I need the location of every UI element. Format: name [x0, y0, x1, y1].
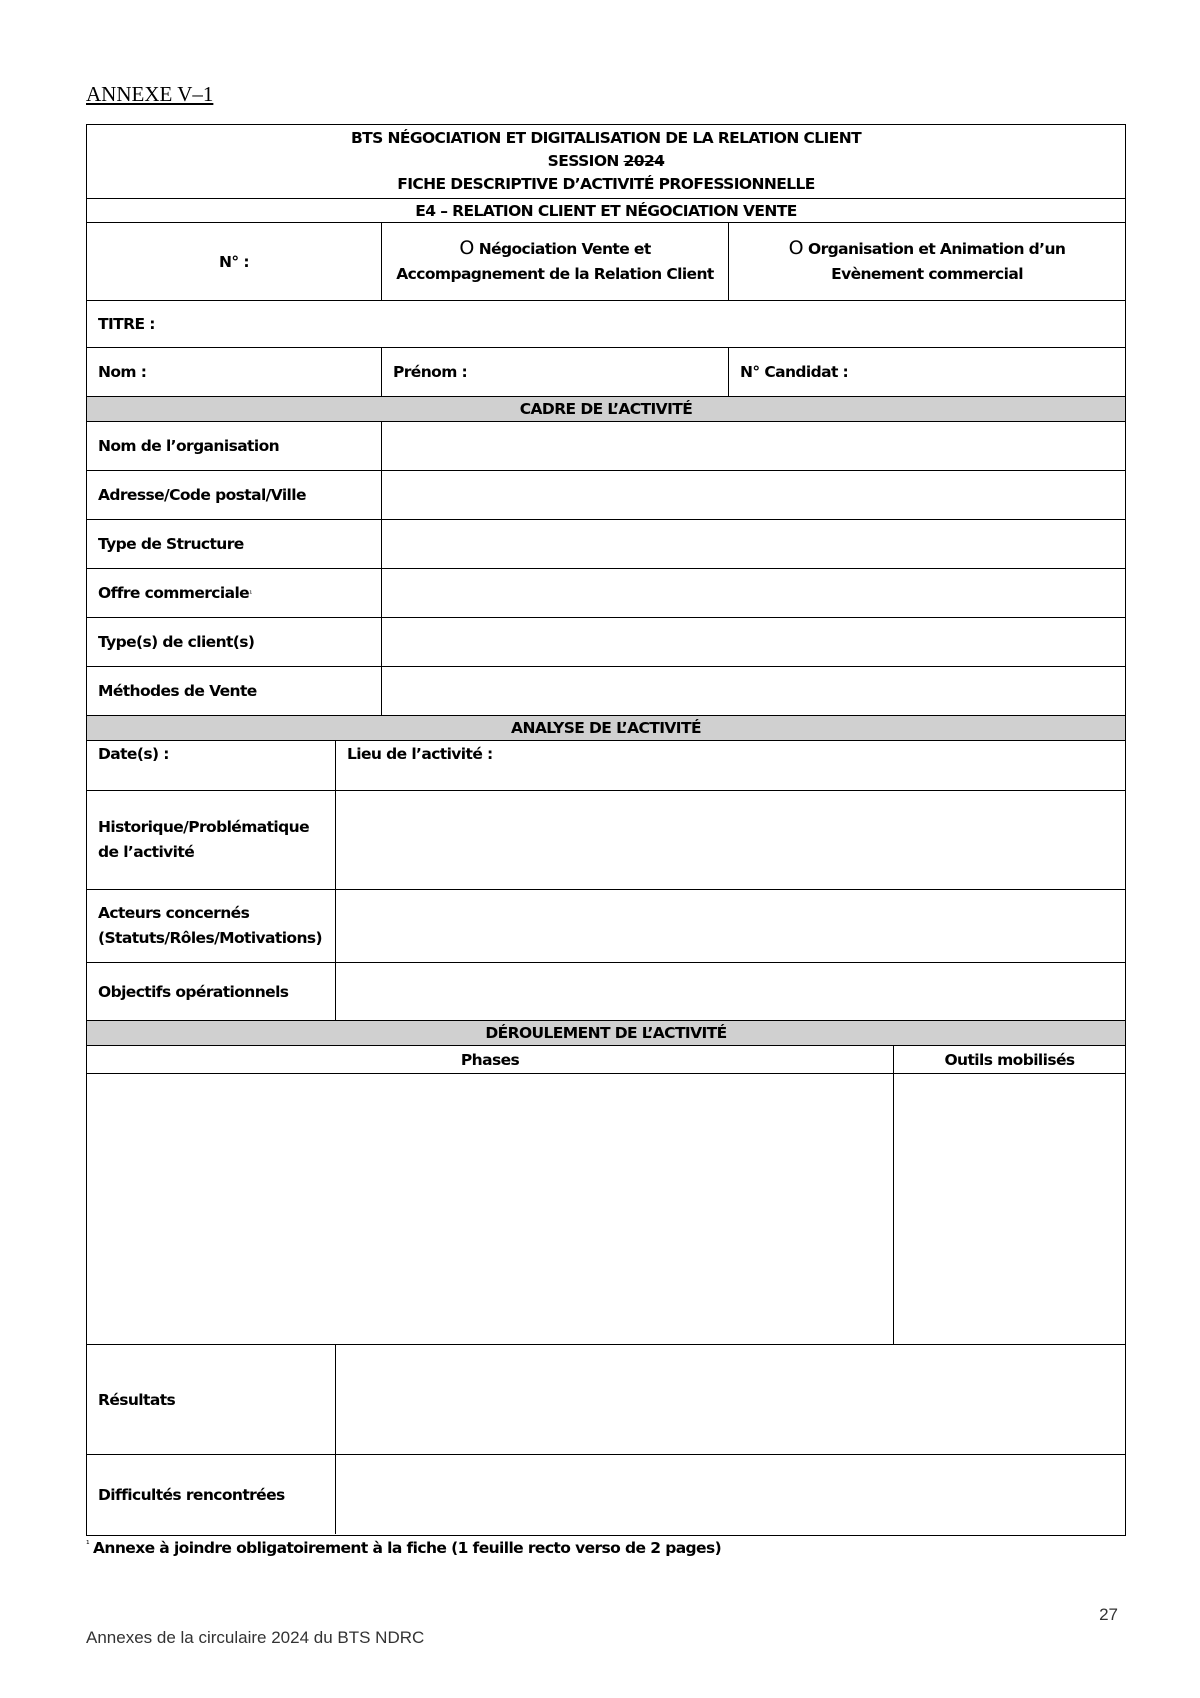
option-evenement[interactable]	[728, 223, 1125, 300]
nom-label: Nom :	[98, 363, 147, 381]
acteurs-label: Acteurs concernés (Statuts/Rôles/Motivations)	[98, 904, 323, 947]
option-negociation[interactable]	[381, 223, 728, 300]
cadre-label-structure: Type de Structure	[98, 535, 244, 553]
outils-header	[893, 1046, 1125, 1073]
cadre-row-field[interactable]	[381, 520, 1125, 568]
deroulement-content-row	[87, 1074, 1125, 1345]
outils-field[interactable]	[893, 1074, 1125, 1344]
cadre-title: CADRE DE L’ACTIVITÉ	[519, 400, 693, 418]
cadre-row	[87, 667, 1125, 716]
page-number: 27	[1099, 1605, 1118, 1624]
radio-circle-icon[interactable]: O	[459, 237, 474, 259]
cadre-row-label	[87, 569, 381, 617]
option-negociation-text	[396, 236, 714, 287]
header-line-1: BTS NÉGOCIATION ET DIGITALISATION DE LA RELATION CLIENT	[350, 129, 862, 147]
cadre-row	[87, 422, 1125, 471]
cadre-section-title	[87, 397, 1125, 422]
prenom-label: Prénom :	[393, 363, 468, 381]
cadre-label-clients: Type(s) de client(s)	[98, 633, 255, 651]
activity-sheet	[86, 124, 1126, 1536]
analyse-title: ANALYSE DE L’ACTIVITÉ	[511, 719, 701, 737]
difficultes-label-cell	[87, 1455, 335, 1534]
epreuve-label: E4 – RELATION CLIENT ET NÉGOCIATION VENTE	[415, 201, 797, 220]
acteurs-label-cell	[87, 890, 335, 962]
difficultes-label: Difficultés rencontrées	[98, 1485, 285, 1504]
cadre-row-field[interactable]	[381, 618, 1125, 666]
acteurs-field[interactable]	[335, 890, 1125, 962]
objectifs-label: Objectifs opérationnels	[98, 982, 289, 1001]
resultats-field[interactable]	[335, 1345, 1125, 1454]
session-label: SESSION	[547, 152, 619, 170]
cadre-row-label	[87, 422, 381, 470]
option-negociation-label: Négociation Vente et Accompagnement de la Relation Client	[396, 240, 714, 283]
phases-field[interactable]	[87, 1074, 893, 1344]
nom-cell[interactable]	[87, 348, 381, 396]
footnote-mark: ¹	[86, 1539, 90, 1550]
phases-label: Phases	[460, 1050, 520, 1069]
cadre-row-field[interactable]	[381, 471, 1125, 519]
cadre-row-label	[87, 667, 381, 715]
cadre-row-label	[87, 520, 381, 568]
historique-field[interactable]	[335, 791, 1125, 889]
difficultes-field[interactable]	[335, 1455, 1125, 1534]
dates-label: Date(s) :	[98, 745, 169, 763]
annex-title: ANNEXE V–1	[86, 82, 214, 106]
cadre-row-field[interactable]	[381, 569, 1125, 617]
lieu-label: Lieu de l’activité :	[347, 745, 493, 763]
analyse-section-title	[87, 716, 1125, 741]
cadre-row	[87, 569, 1125, 618]
objectifs-row	[87, 963, 1125, 1021]
footnote	[86, 1539, 721, 1557]
cadre-row-label	[87, 618, 381, 666]
phases-header	[87, 1046, 893, 1073]
historique-label: Historique/Problématique de l’activité	[98, 818, 309, 861]
cadre-label-methodes: Méthodes de Vente	[98, 682, 257, 700]
difficultes-row	[87, 1455, 1125, 1534]
lieu-cell[interactable]	[335, 741, 1125, 790]
objectifs-field[interactable]	[335, 963, 1125, 1020]
dates-row	[87, 741, 1125, 791]
outils-label: Outils mobilisés	[944, 1050, 1075, 1069]
cadre-label-adresse: Adresse/Code postal/Ville	[98, 486, 306, 504]
titre-row[interactable]	[87, 301, 1125, 348]
acteurs-row	[87, 890, 1125, 963]
footnote-text: Annexe à joindre obligatoirement à la fiche (1 feuille recto verso de 2 pages)	[93, 1539, 722, 1557]
deroulement-title: DÉROULEMENT DE L’ACTIVITÉ	[485, 1024, 727, 1042]
resultats-label: Résultats	[98, 1390, 176, 1409]
resultats-row	[87, 1345, 1125, 1455]
option-evenement-text	[753, 236, 1101, 287]
historique-row	[87, 791, 1125, 890]
sheet-header	[87, 125, 1125, 199]
deroulement-section-title	[87, 1021, 1125, 1046]
deroulement-header-row	[87, 1046, 1125, 1074]
options-row	[87, 223, 1125, 301]
epreuve-row	[87, 199, 1125, 223]
footnote-mark: ¹	[249, 588, 252, 598]
cadre-row	[87, 471, 1125, 520]
numero-cell[interactable]	[87, 223, 381, 300]
header-session	[548, 150, 665, 173]
cadre-row-label	[87, 471, 381, 519]
radio-circle-icon[interactable]: O	[788, 237, 803, 259]
dates-cell[interactable]	[87, 741, 335, 790]
cadre-row	[87, 618, 1125, 667]
prenom-cell[interactable]	[381, 348, 728, 396]
resultats-label-cell	[87, 1345, 335, 1454]
candidat-cell[interactable]	[728, 348, 1125, 396]
cadre-label-offre: Offre commerciale	[98, 584, 250, 602]
page-footer: Annexes de la circulaire 2024 du BTS NDRC	[86, 1628, 425, 1647]
numero-label: N° :	[219, 252, 249, 271]
option-evenement-label: Organisation et Animation d’un Evènement commercial	[808, 240, 1066, 283]
cadre-row-field[interactable]	[381, 667, 1125, 715]
objectifs-label-cell	[87, 963, 335, 1020]
session-year: 2024	[623, 152, 665, 170]
cadre-row-field[interactable]	[381, 422, 1125, 470]
titre-label: TITRE :	[98, 315, 155, 333]
identity-row	[87, 348, 1125, 397]
cadre-row	[87, 520, 1125, 569]
header-line-3: FICHE DESCRIPTIVE D’ACTIVITÉ PROFESSIONNELLE	[397, 175, 815, 193]
candidat-label: N° Candidat :	[740, 363, 849, 381]
cadre-label-organisation: Nom de l’organisation	[98, 437, 280, 455]
historique-label-cell	[87, 791, 335, 889]
